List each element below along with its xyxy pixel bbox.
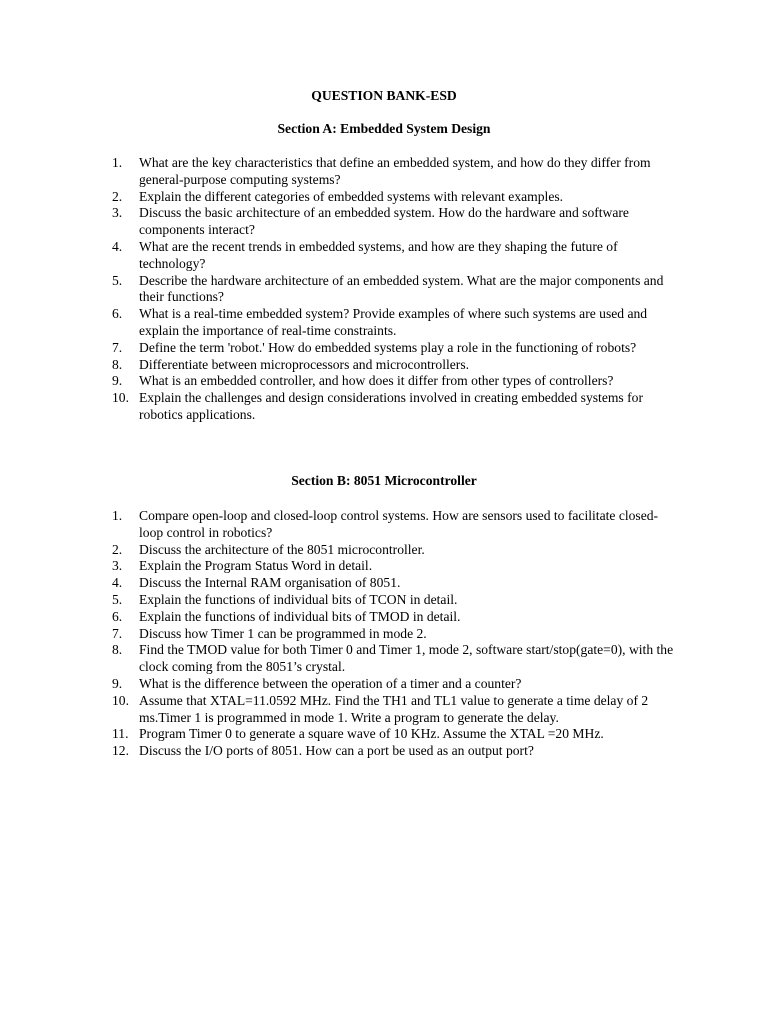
question-number: 8. [112,642,123,658]
question-text: Discuss the basic architecture of an embedded system. How do the hardware and software components interact? [139,205,629,238]
question-number: 3. [112,205,123,221]
question-item [112,592,682,609]
question-item [112,239,682,273]
question-number: 12. [112,743,129,759]
question-item [112,626,682,643]
question-number: 4. [112,238,123,254]
question-text: Discuss the Internal RAM organisation of 8051. [139,575,401,591]
question-item [112,340,682,357]
question-item [112,542,682,559]
question-number: 4. [112,575,123,591]
question-text: Compare open-loop and closed-loop control systems. How are sensors used to facilitate closed-loop control in robotics? [139,508,659,540]
question-text: What is the difference between the operation of a timer and a counter? [139,675,522,691]
question-text: What are the recent trends in embedded systems, and how are they shaping the future of technology? [139,238,618,271]
document-title: QUESTION BANK-ESD [311,88,457,103]
question-item [112,743,682,760]
question-number: 5. [112,591,123,607]
question-item [112,373,682,390]
question-text: Explain the challenges and design considerations involved in creating embedded systems for robotics applications. [139,390,643,422]
question-number: 9. [112,373,123,389]
question-text: What is an embedded controller, and how does it differ from other types of controllers? [139,373,614,389]
question-item [112,642,682,676]
section-b-heading: Section B: 8051 Microcontroller [291,473,477,488]
question-number: 1. [112,155,123,170]
question-text: What is a real-time embedded system? Provide examples of where such systems are used and explain the importance of real-time constraints. [139,306,648,338]
question-number: 10. [112,692,129,708]
question-text: Discuss how Timer 1 can be programmed in mode 2. [139,625,427,641]
question-number: 10. [112,390,129,406]
question-item [112,693,682,727]
question-item [112,357,682,374]
question-number: 7. [112,339,123,355]
question-item [112,558,682,575]
question-text: Explain the Program Status Word in detail. [139,558,373,574]
question-text: Explain the functions of individual bits of TCON in detail. [139,591,458,607]
question-text: Explain the functions of individual bits of TMOD in detail. [139,608,461,624]
question-number: 9. [112,675,123,691]
question-text: Assume that XTAL=11.0592 MHz. Find the TH1 and TL1 value to generate a time delay of 2 ms.Timer 1 is programmed in mode 1. Write a program to generate the delay. [139,692,649,725]
question-item [112,609,682,626]
question-number: 6. [112,306,123,322]
question-text: Explain the different categories of embedded systems with relevant examples. [139,188,564,204]
question-number: 1. [112,508,123,523]
question-number: 11. [112,726,129,742]
question-item [112,726,682,743]
question-text: Describe the hardware architecture of an embedded system. What are the major components and their functions? [139,272,664,305]
question-item [112,273,682,307]
question-text: Program Timer 0 to generate a square wave of 10 KHz. Assume the XTAL =20 MHz. [139,726,604,742]
question-text: Discuss the I/O ports of 8051. How can a port be used as an output port? [139,743,534,759]
question-number: 6. [112,608,123,624]
question-item [112,205,682,239]
question-item [112,676,682,693]
question-number: 2. [112,188,123,204]
section-b-question-list [112,508,682,760]
question-item [112,155,682,189]
question-text: Differentiate between microprocessors and microcontrollers. [139,356,470,372]
question-text: What are the key characteristics that define an embedded system, and how do they differ from general-purpose computing systems? [139,155,651,187]
question-item [112,306,682,340]
question-item [112,189,682,206]
question-item [112,390,682,424]
question-number: 2. [112,541,123,557]
section-a-heading: Section A: Embedded System Design [277,121,491,136]
section-a-question-list [112,155,682,424]
question-number: 3. [112,558,123,574]
question-number: 5. [112,272,123,288]
question-number: 7. [112,625,123,641]
question-text: Discuss the architecture of the 8051 microcontroller. [139,541,425,557]
question-item [112,575,682,592]
question-item [112,508,682,542]
question-number: 8. [112,356,123,372]
question-text: Define the term 'robot.' How do embedded systems play a role in the functioning of robots? [139,339,637,355]
question-text: Find the TMOD value for both Timer 0 and Timer 1, mode 2, software start/stop(gate=0), with the clock coming from the 8051’s crystal. [139,642,674,675]
